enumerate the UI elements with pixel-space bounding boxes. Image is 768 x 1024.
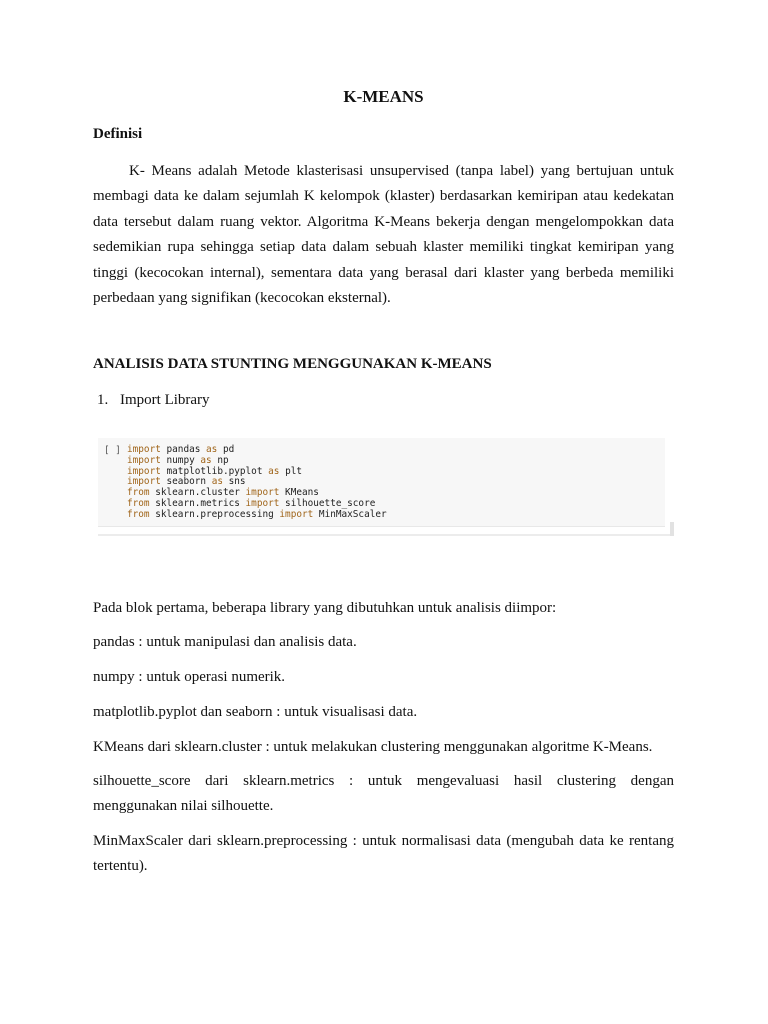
explanation-pandas: pandas : untuk manipulasi dan analisis data. <box>93 634 357 650</box>
code-cell-scrollbar[interactable] <box>670 522 674 536</box>
list-item-label: Import Library <box>120 392 210 408</box>
explanation-silhouette: silhouette_score dari sklearn.metrics : untuk mengevaluasi hasil clustering dengan menggunakan nilai silhouette. <box>93 773 674 815</box>
section-heading-analisis: ANALISIS DATA STUNTING MENGGUNAKAN K-MEANS <box>93 356 492 372</box>
code-line: import numpy as np <box>127 454 229 466</box>
code-line: from sklearn.preprocessing import MinMaxScaler <box>127 508 387 520</box>
explanation-minmax: MinMaxScaler dari sklearn.preprocessing : untuk normalisasi data (mengubah data ke rentang tertentu). <box>93 833 674 875</box>
code-cell-divider <box>98 534 673 536</box>
code-line: from sklearn.cluster import KMeans <box>127 487 319 499</box>
code-cell-run-prompt[interactable]: [ ] <box>104 445 121 456</box>
list-item-number: 1. <box>97 392 109 408</box>
code-line: import seaborn as sns <box>127 476 246 488</box>
page-title: K-MEANS <box>343 87 424 106</box>
explanation-intro: Pada blok pertama, beberapa library yang dibutuhkan untuk analisis diimpor: <box>93 600 557 616</box>
definisi-paragraph: K- Means adalah Metode klasterisasi unsupervised (tanpa label) yang bertujuan untuk membagi data ke dalam sejumlah K kelompok (klaster) berdasarkan kemiripan atau kedekatan data tersebut dalam ruang vektor. Algoritma K-Means bekerja dengan mengelompokkan data sedemikian rupa sehingga setiap data dalam sebuah klaster memiliki tingkat kemiripan yang tinggi (kecocokan internal), sementara data yang berasal dari klaster yang berbeda memiliki perbedaan yang signifikan (kecocokan eksternal). <box>93 163 674 307</box>
code-line: import pandas as pd <box>127 444 235 455</box>
list-item <box>97 392 210 409</box>
code-line: from sklearn.metrics import silhouette_score <box>127 497 376 509</box>
code-line: import matplotlib.pyplot as plt <box>127 465 302 477</box>
section-heading-definisi: Definisi <box>93 126 143 142</box>
code-cell <box>98 438 665 527</box>
explanation-numpy: numpy : untuk operasi numerik. <box>93 669 286 685</box>
explanation-matplotlib: matplotlib.pyplot dan seaborn : untuk visualisasi data. <box>93 704 418 720</box>
explanation-kmeans: KMeans dari sklearn.cluster : untuk melakukan clustering menggunakan algoritme K-Means. <box>93 739 653 755</box>
code-cell-source <box>127 445 387 521</box>
